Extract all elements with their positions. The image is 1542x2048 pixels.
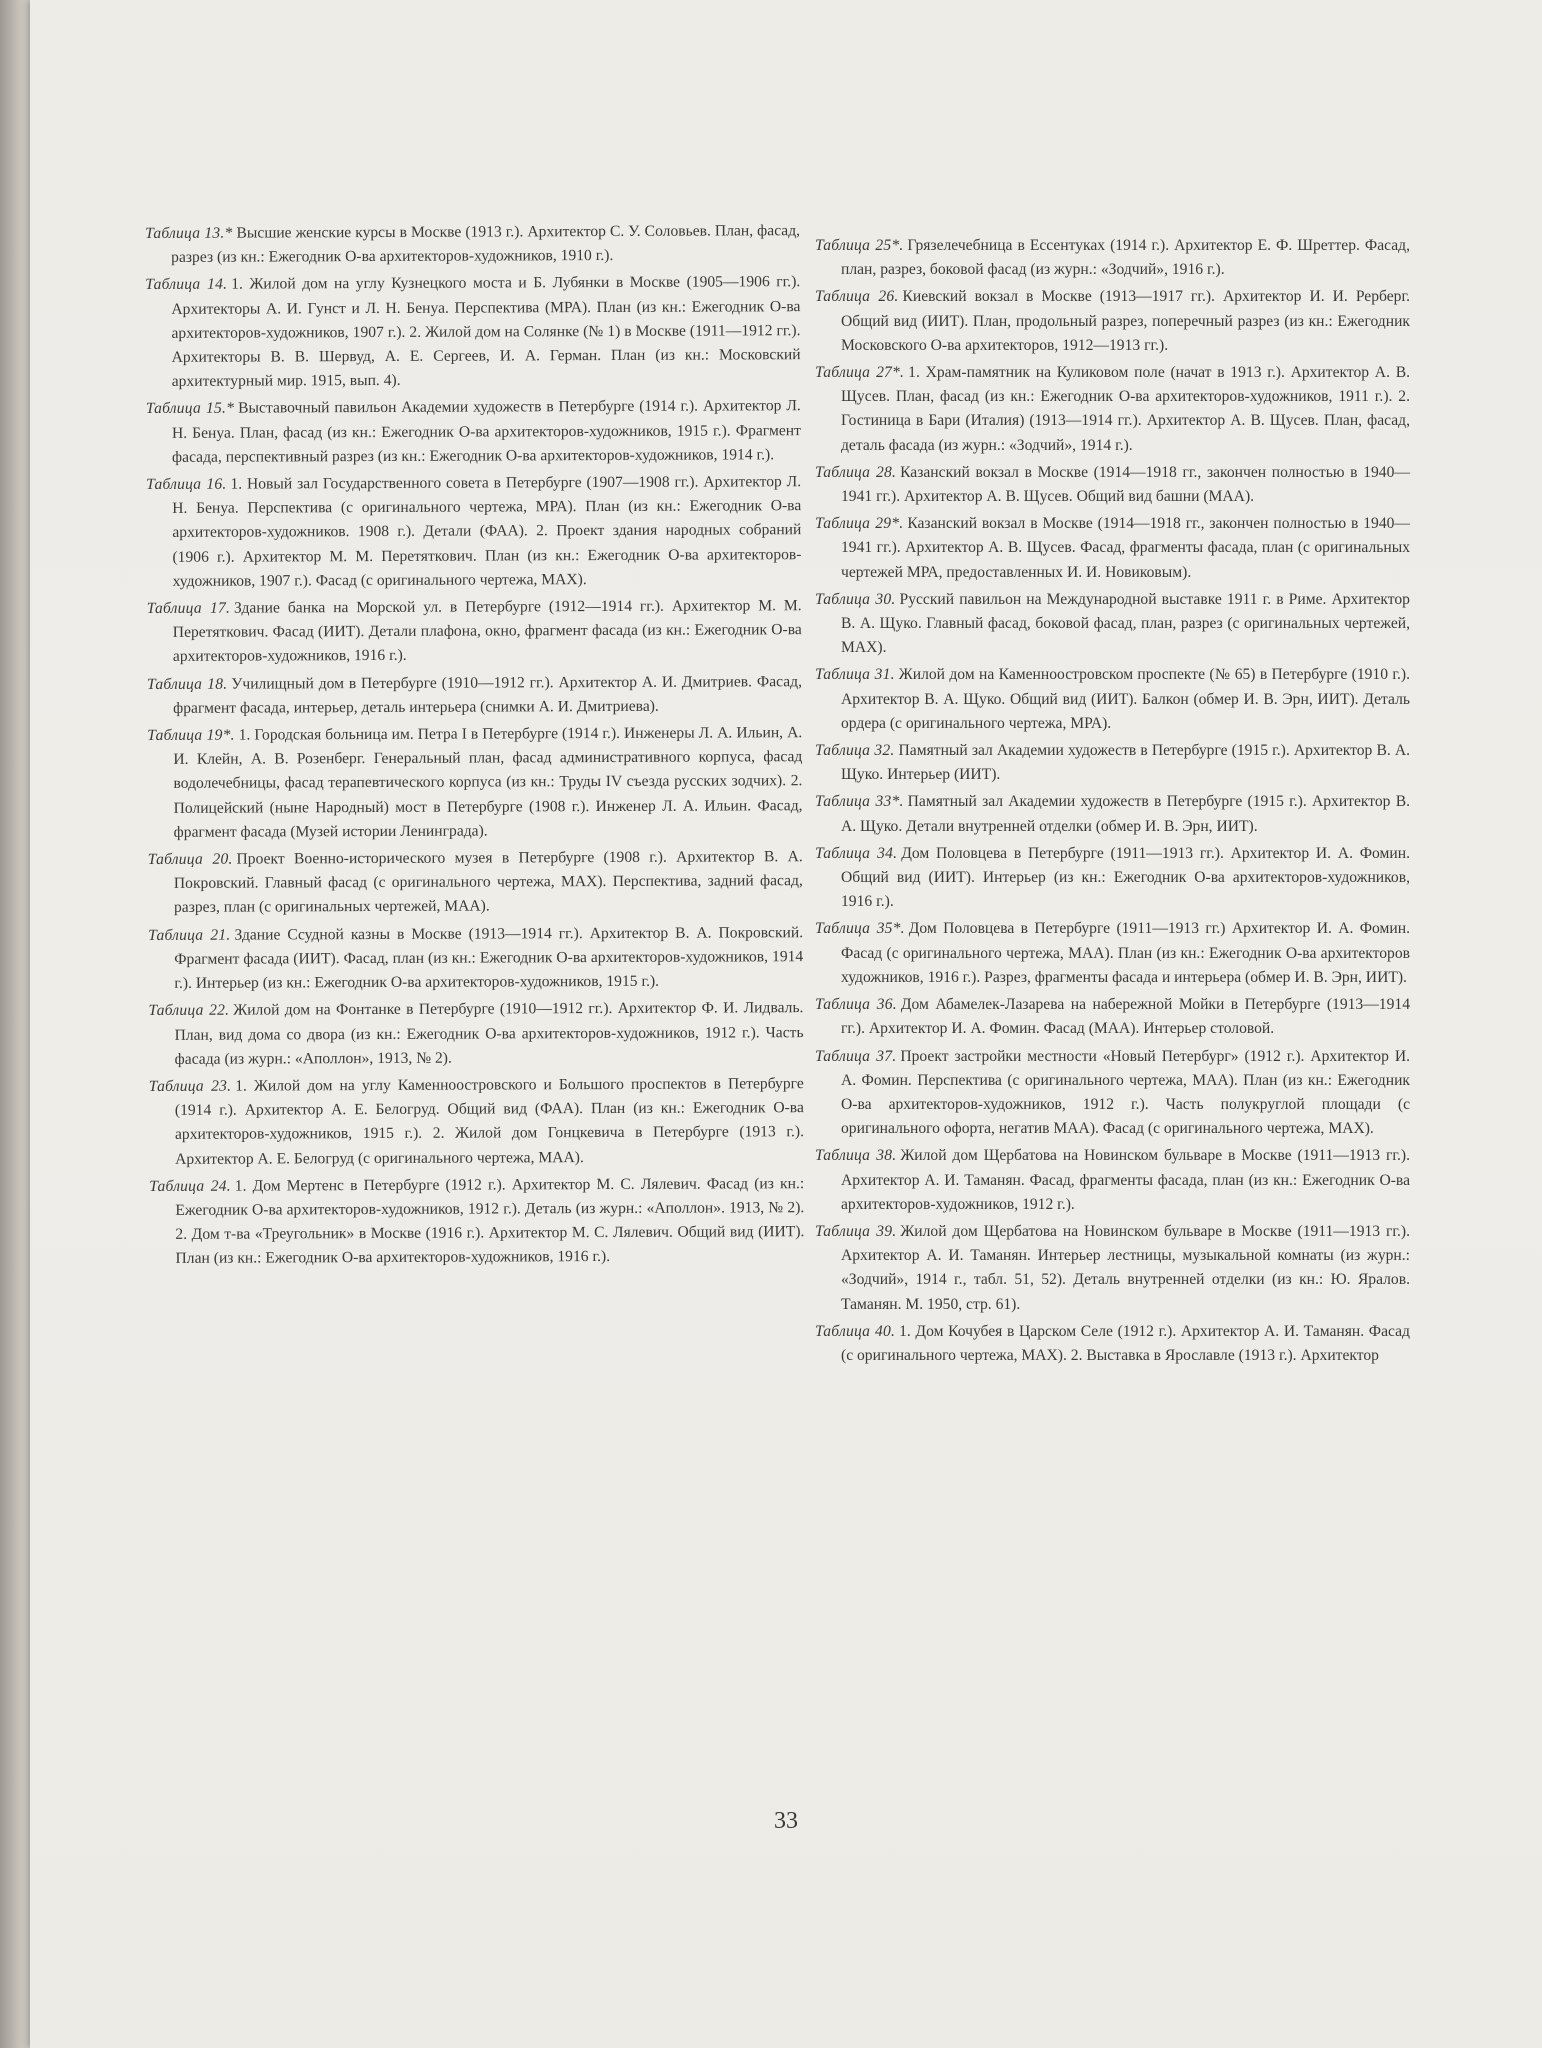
- entry-label: Таблица 33*.: [815, 793, 904, 811]
- entry-table-26: [815, 285, 1410, 358]
- entry-text: Памятный зал Академии художеств в Петербурге (1915 г.). Архитектор В. А. Щуко. Детали внутренней отделки (обмер И. В. Эрн, ИИТ).: [841, 793, 1410, 835]
- entry-text: Казанский вокзал в Москве (1914—1918 гг., закончен полностью в 1940—1941 гг.). Архитектор А. В. Щусев. Общий вид башни (МАА).: [841, 463, 1410, 506]
- entry-label: Таблица 13.*: [145, 224, 233, 242]
- entry-label: Таблица 21.: [148, 926, 231, 944]
- entry-table-30: [815, 588, 1410, 661]
- entry-text: 1. Храм-памятник на Куликовом поле (начат в 1913 г.). Архитектор А. В. Щусев. План, фасад (из кн.: Ежегодник О-ва архитекторов-художников, 1911 г.). 2. Гостиница в Бари (Италия) (1913—1914 гг.). Архитектор А. В. Щусев. План, фасад, деталь фасада (из журн.: «Зодчий», 1914 г.).: [841, 364, 1410, 454]
- entry-label: Таблица 36.: [815, 996, 897, 1014]
- entry-label: Таблица 23.: [148, 1077, 232, 1095]
- entry-table-16: [146, 470, 802, 594]
- entry-label: Таблица 29*.: [815, 515, 904, 533]
- entry-text: Здание Ссудной казны в Москве (1913—1914 гг.). Архитектор В. А. Покровский. Фрагмент фасада (ИИТ). Фасад, план (из кн.: Ежегодник О-ва архитекторов-художников, 1914 г.). Интерьер (из кн.: Ежегодник О-ва архитекторов-художников, 1915 г.).: [174, 923, 804, 992]
- entry-table-17: [147, 594, 802, 669]
- entry-text: 1. Новый зал Государственного совета в Петербурге (1907—1908 гг.). Архитектор Л. Н. Бенуа. Перспектива (с оригинального чертежа, МРА). План (из кн.: Ежегодник О-ва архитекторов-художников. 1908 г.). Детали (ФАА). 2. Проект здания народных собраний (1906 г.). Архитектор М. М. Перетяткович. План (из кн.: Ежегодник О-ва архитекторов-художников, 1907 г.). Фасад (с оригинального чертежа, МАХ).: [172, 473, 802, 590]
- entry-label: Таблица 32.: [815, 742, 895, 760]
- entry-label: Таблица 26.: [815, 288, 899, 306]
- entry-text: Дом Половцева в Петербурге (1911—1913 гг.) Архитектор И. А. Фомин. Фасад (с оригинального чертежа, МАА). План (из кн.: Ежегодник О-ва архитекторов художников, 1916 г.). Разрез, фрагменты фасада и интерьера (обмер И. В. Эрн, ИИТ).: [841, 920, 1410, 986]
- entry-label: Таблица 28.: [815, 463, 897, 481]
- entry-label: Таблица 37.: [815, 1047, 897, 1065]
- entry-table-32: [815, 739, 1410, 787]
- entry-text: Жилой дом на Каменноостровском проспекте (№ 65) в Петербурге (1910 г.). Архитектор В. А. Щуко. Общий вид (ИИТ). Балкон (обмер И. В. Эрн, ИИТ). Деталь ордера (с оригинального чертежа, МРА).: [841, 666, 1410, 732]
- entry-label: Таблица 38.: [815, 1147, 897, 1165]
- entry-table-31: [815, 663, 1410, 736]
- entry-text: 1. Дом Мертенс в Петербурге (1912 г.). Архитектор М. С. Лялевич. Фасад (из кн.: Ежегодник О-ва архитекторов-художников, 1912 г.). Деталь (из журн.: «Аполлон». 1913, № 2). 2. Дом т-ва «Треугольник» в Москве (1916 г.). Архитектор М. С. Лялевич. Общий вид (ИИТ). План (из кн.: Ежегодник О-ва архитекторов-художников, 1916 г.).: [175, 1174, 805, 1268]
- entry-table-21: [148, 921, 803, 996]
- entry-table-23: [149, 1072, 804, 1172]
- entry-text: Училищный дом в Петербурге (1910—1912 гг.). Архитектор А. И. Дмитриев. Фасад, фрагмент фасада, интерьер, деталь интерьера (снимки А. И. Дмитриева).: [173, 672, 803, 717]
- entry-label: Таблица 17.: [146, 599, 231, 618]
- entry-text: Жилой дом Щербатова на Новинском бульваре в Москве (1911—1913 гг.). Архитектор А. И. Таманян. Интерьер лестницы, музыкальной комнаты (из журн.: «Зодчий», 1914 г., табл. 51, 52). Деталь внутренней отделки (из кн.: Ю. Яралов. Таманян. М. 1950, стр. 61).: [841, 1222, 1410, 1313]
- entry-text: Дом Половцева в Петербурге (1911—1913 гг.). Архитектор И. А. Фомин. Общий вид (ИИТ). Интерьер (из кн.: Ежегодник О-ва архитекторов-художников, 1916 г.).: [841, 844, 1410, 911]
- entry-table-25: [815, 234, 1410, 282]
- entry-text: 1. Жилой дом на углу Каменноостровского и Большого проспектов в Петербурге (1914 г.). Архитектор А. Е. Белогруд. Общий вид (ФАА). План (из кн.: Ежегодник О-ва архитекторов-художников, 1915 г.). 2. Жилой дом Гонцкевича в Петербурге (1913 г.). Архитектор А. Е. Белогруд (с оригинального чертежа, МАА).: [174, 1075, 805, 1168]
- entry-table-33: [815, 790, 1410, 838]
- entry-text: Казанский вокзал в Москве (1914—1918 гг., закончен полностью в 1940—1941 гг.). Архитектор А. В. Щусев. Фасад, фрагменты фасада, план (с оригинальных чертежей МРА, предоставленных И. И. Новиковым).: [841, 515, 1411, 581]
- entry-text: Памятный зал Академии художеств в Петербурге (1915 г.). Архитектор В. А. Щуко. Интерьер (ИИТ).: [841, 742, 1410, 784]
- entry-label: Таблица 24.: [149, 1177, 231, 1195]
- entry-table-24: [149, 1172, 804, 1272]
- entry-table-27: [815, 361, 1410, 458]
- entry-label: Таблица 35*.: [815, 920, 905, 938]
- entry-table-37: [815, 1045, 1410, 1142]
- entry-text: Выставочный павильон Академии художеств в Петербурге (1914 г.). Архитектор Л. Н. Бенуа. План, фасад (из кн.: Ежегодник О-ва архитекторов-художников, 1915 г.). Фрагмент фасада, перспективный разрез (из кн.: Ежегодник О-ва архитекторов-художников, 1914 г.).: [171, 397, 801, 466]
- entry-table-39: [815, 1220, 1410, 1317]
- entry-table-22: [148, 996, 803, 1071]
- entry-table-29: [815, 512, 1410, 585]
- entry-text: Дом Абамелек-Лазарева на набережной Мойки в Петербурге (1913—1914 гг.). Архитектор И. А. Фомин. Фасад (МАА). Интерьер столовой.: [841, 996, 1410, 1038]
- entry-table-13: [145, 219, 800, 270]
- entry-label: Таблица 39.: [815, 1222, 897, 1240]
- entry-table-18: [147, 670, 802, 721]
- left-column: [145, 219, 805, 1274]
- entry-text: 1. Жилой дом на углу Кузнецкого моста и Б. Лубянки в Москве (1905—1906 гг.). Архитекторы А. И. Гунст и Л. Н. Бенуа. Перспектива (МРА). План (из кн.: Ежегодник О-ва архитекторов-художников, 1907 г.). 2. Жилой дом на Солянке (№ 1) в Москве (1911—1912 гг.). Архитекторы В. В. Шервуд, А. Е. Сергеев, И. А. Герман. План (из кн.: Московский архитектурный мир. 1915, вып. 4).: [171, 273, 801, 391]
- entry-label: Таблица 40.: [815, 1322, 896, 1340]
- entry-text: Высшие женские курсы в Москве (1913 г.). Архитектор С. У. Соловьев. План, фасад, разрез (из кн.: Ежегодник О-ва архитекторов-художников, 1910 г.).: [171, 222, 801, 267]
- entry-text: Грязелечебница в Ессентуках (1914 г.). Архитектор Е. Ф. Шреттер. Фасад, план, разрез, боковой фасад (из журн.: «Зодчий», 1916 г.).: [841, 237, 1410, 279]
- entry-table-34: [815, 842, 1410, 915]
- entry-label: Таблица 14.: [145, 276, 228, 294]
- entry-text: Проект Военно-исторического музея в Петербурге (1908 г.). Архитектор В. А. Покровский. Главный фасад (с оригинального чертежа, МАХ). Перспектива, задний фасад, разрез, план (с оригинальных чертежей, МАА).: [173, 848, 803, 917]
- right-column: [815, 234, 1410, 1371]
- entry-table-38: [815, 1144, 1410, 1217]
- entry-table-20: [148, 845, 803, 920]
- entry-table-36: [815, 993, 1410, 1041]
- entry-label: Таблица 22.: [148, 1001, 230, 1020]
- entry-table-28: [815, 461, 1410, 509]
- entry-table-19: [147, 721, 803, 845]
- entry-label: Таблица 16.: [146, 475, 227, 494]
- entry-label: Таблица 19*.: [147, 726, 235, 745]
- entry-label: Таблица 27*.: [815, 364, 905, 382]
- entry-text: Жилой дом на Фонтанке в Петербурге (1910—1912 гг.). Архитектор Ф. И. Лидваль. План, вид дома со двора (из кн.: Ежегодник О-ва архитекторов-художников, 1912 г.). Часть фасада (из журн.: «Аполлон», 1913, № 2).: [174, 999, 804, 1068]
- entry-label: Таблица 30.: [815, 590, 896, 608]
- entry-label: Таблица 20.: [147, 850, 233, 869]
- entry-text: Русский павильон на Международной выставке 1911 г. в Риме. Архитектор В. А. Щуко. Главный фасад, боковой фасад, план, разрез (с оригинальных чертежей, МАХ).: [841, 590, 1410, 657]
- entry-label: Таблица 31.: [815, 666, 895, 684]
- entry-text: Киевский вокзал в Москве (1913—1917 гг.). Архитектор И. И. Рерберг. Общий вид (ИИТ). План, продольный разрез, поперечный разрез (из кн.: Ежегодник Московского О-ва архитекторов, 1912—1913 гг.).: [841, 288, 1410, 354]
- entry-label: Таблица 18.: [146, 675, 228, 693]
- entry-text: 1. Дом Кочубея в Царском Селе (1912 г.). Архитектор А. И. Таманян. Фасад (с оригинального чертежа, МАХ). 2. Выставка в Ярославле (1913 г.). Архитектор: [841, 1322, 1410, 1364]
- entry-label: Таблица 25*.: [815, 237, 904, 254]
- entry-text: Проект застройки местности «Новый Петербург» (1912 г.). Архитектор И. А. Фомин. Перспектива (с оригинального чертежа, МАА). План (из кн.: Ежегодник О-ва архитекторов-художников, 1912 г.). Часть полукруглой площади (с оригинального офорта, негатив МАА). Фасад (с оригинального чертежа, МАХ).: [841, 1047, 1410, 1138]
- entry-label: Таблица 15.*: [145, 400, 235, 418]
- entry-text: 1. Городская больница им. Петра I в Петербурге (1914 г.). Инженеры Л. А. Ильин, А. И. Клейн, А. В. Розенберг. Генеральный план, фасад административного корпуса, фасад водолечебницы, фасад терапевтического корпуса (из кн.: Труды IV съезда русских зодчих). 2. Полицейский (ныне Народный) мост в Петербурге (1908 г.). Инженер Л. А. Ильин. Фасад, фрагмент фасада (Музей истории Ленинграда).: [173, 724, 803, 841]
- book-page: [30, 0, 1542, 2048]
- entry-table-15: [146, 395, 801, 470]
- entry-text: Здание банка на Морской ул. в Петербурге (1912—1914 гг.). Архитектор М. М. Перетяткович. Фасад (ИИТ). Детали плафона, окно, фрагмент фасада (из кн.: Ежегодник О-ва архитекторов-художников, 1916 г.).: [172, 597, 802, 666]
- entry-label: Таблица 34.: [815, 844, 898, 862]
- page-number: 33: [774, 1808, 798, 1834]
- entry-table-14: [145, 271, 801, 395]
- entry-text: Жилой дом Щербатова на Новинском бульваре в Москве (1911—1913 гг.). Архитектор А. И. Таманян. Фасад, фрагменты фасада, план (из кн.: Ежегодник О-ва архитекторов-художников, 1912 г.).: [841, 1147, 1410, 1213]
- entry-table-35: [815, 917, 1410, 990]
- entry-table-40: [815, 1320, 1410, 1368]
